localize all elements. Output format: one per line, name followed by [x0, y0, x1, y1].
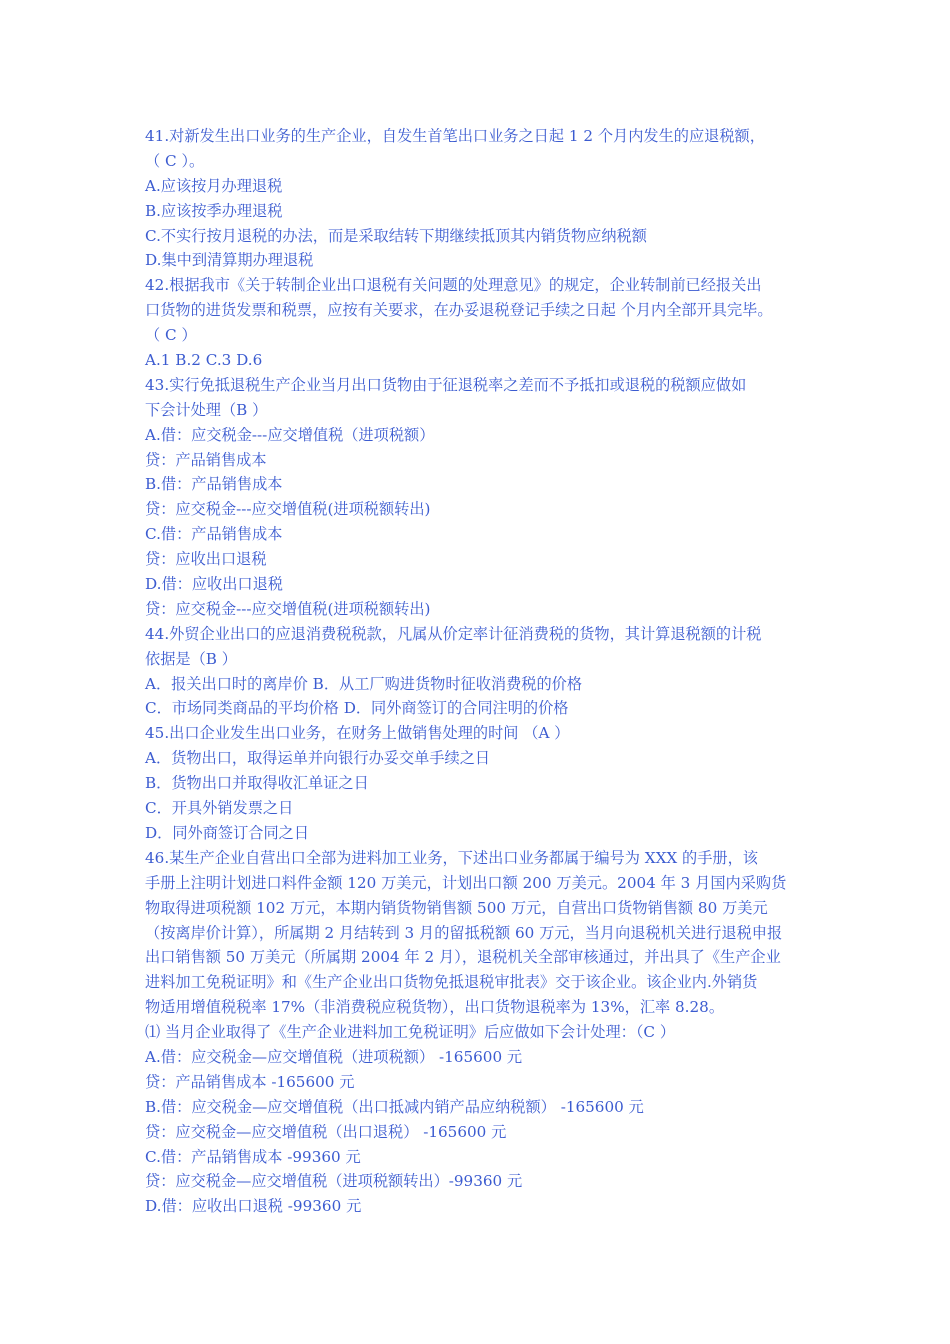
- text-line: A.借：应交税金—应交增值税（进项税额） -165600 元: [145, 1047, 523, 1066]
- text-line: （按离岸价计算），所属期 2 月结转到 3 月的留抵税额 60 万元，当月向退税机关进行退税申报: [145, 923, 783, 942]
- text-line: B．货物出口并取得收汇单证之日: [145, 774, 369, 793]
- text-line: A.应该按月办理退税: [145, 176, 283, 195]
- text-line: 贷：应交税金---应交增值税(进项税额转出): [145, 500, 431, 519]
- text-line: C．市场同类商品的平均价格 D．同外商签订的合同注明的价格: [145, 699, 569, 718]
- text-line: 贷：应收出口退税: [145, 550, 267, 569]
- text-line: C．开具外销发票之日: [145, 799, 294, 818]
- text-line: 口货物的进货发票和税票，应按有关要求，在办妥退税登记手续之日起 个月内全部开具完毕。: [145, 301, 773, 320]
- text-line: 出口销售额 50 万美元（所属期 2004 年 2 月），退税机关全部审核通过，并出具了《生产企业: [145, 948, 781, 967]
- text-line: D．同外商签订合同之日: [145, 823, 310, 842]
- text-line: 手册上注明计划进口料件金额 120 万美元，计划出口额 200 万美元。2004 年 3 月国内采购货: [145, 873, 787, 892]
- text-line: B.应该按季办理退税: [145, 201, 283, 220]
- document-body: [145, 124, 825, 1219]
- text-line: A．货物出口，取得运单并向银行办妥交单手续之日: [145, 749, 491, 768]
- text-line: 物取得进项税额 102 万元，本期内销货物销售额 500 万元，自营出口货物销售额 80 万美元: [145, 898, 768, 917]
- text-line: A．报关出口时的离岸价 B．从工厂购进货物时征收消费税的价格: [145, 674, 583, 693]
- text-line: （ C ）: [145, 326, 197, 345]
- text-line: C.不实行按月退税的办法，而是采取结转下期继续抵顶其内销货物应纳税额: [145, 226, 647, 245]
- text-line: B.借：产品销售成本: [145, 475, 283, 494]
- text-line: 41.对新发生出口业务的生产企业，自发生首笔出口业务之日起 1 2 个月内发生的应退税额，: [145, 127, 765, 145]
- text-line: C.借：产品销售成本 -99360 元: [145, 1147, 361, 1166]
- text-line: 依据是（B ）: [145, 649, 237, 668]
- text-line: D.集中到清算期办理退税: [145, 251, 314, 270]
- text-line: 贷：应交税金—应交增值税（出口退税） -165600 元: [145, 1122, 507, 1141]
- text-line: 贷：产品销售成本 -165600 元: [145, 1072, 355, 1091]
- text-line: 物适用增值税税率 17%（非消费税应税货物），出口货物退税率为 13%，汇率 8.28。: [145, 998, 725, 1017]
- text-line: 贷：应交税金—应交增值税（进项税额转出）-99360 元: [145, 1172, 523, 1191]
- text-line: D.借：应收出口退税 -99360 元: [145, 1197, 362, 1216]
- text-line: A.1 B.2 C.3 D.6: [145, 351, 263, 370]
- text-line: 45.出口企业发生出口业务，在财务上做销售处理的时间 （A ）: [145, 724, 570, 743]
- text-line: 43.实行免抵退税生产企业当月出口货物由于征退税率之差而不予抵扣或退税的税额应做如: [145, 375, 747, 394]
- text-line: 42.根据我市《关于转制企业出口退税有关问题的处理意见》的规定，企业转制前已经报关出: [145, 276, 762, 295]
- text-line: （ C ）。: [145, 151, 205, 170]
- text-line: 贷：应交税金---应交增值税(进项税额转出): [145, 599, 431, 618]
- text-line: 贷：产品销售成本: [145, 450, 267, 469]
- text-line: 下会计处理（B ）: [145, 400, 268, 419]
- text-line: B.借：应交税金—应交增值税（出口抵减内销产品应纳税额） -165600 元: [145, 1097, 644, 1116]
- text-line: C.借：产品销售成本: [145, 525, 283, 544]
- text-line: 44.外贸企业出口的应退消费税税款，凡属从价定率计征消费税的货物，其计算退税额的计税: [145, 624, 762, 643]
- text-line: A.借：应交税金---应交增值税（进项税额）: [145, 425, 435, 444]
- text-line: 46.某生产企业自营出口全部为进料加工业务，下述出口业务都属于编号为 XXX 的手册，该: [145, 848, 758, 867]
- text-line: ⑴ 当月企业取得了《生产企业进料加工免税证明》后应做如下会计处理：（C ）: [145, 1023, 676, 1042]
- text-line: 进料加工免税证明》和《生产企业出口货物免抵退税审批表》交于该企业。该企业内.外销货: [145, 973, 758, 992]
- text-line: D.借：应收出口退税: [145, 575, 283, 594]
